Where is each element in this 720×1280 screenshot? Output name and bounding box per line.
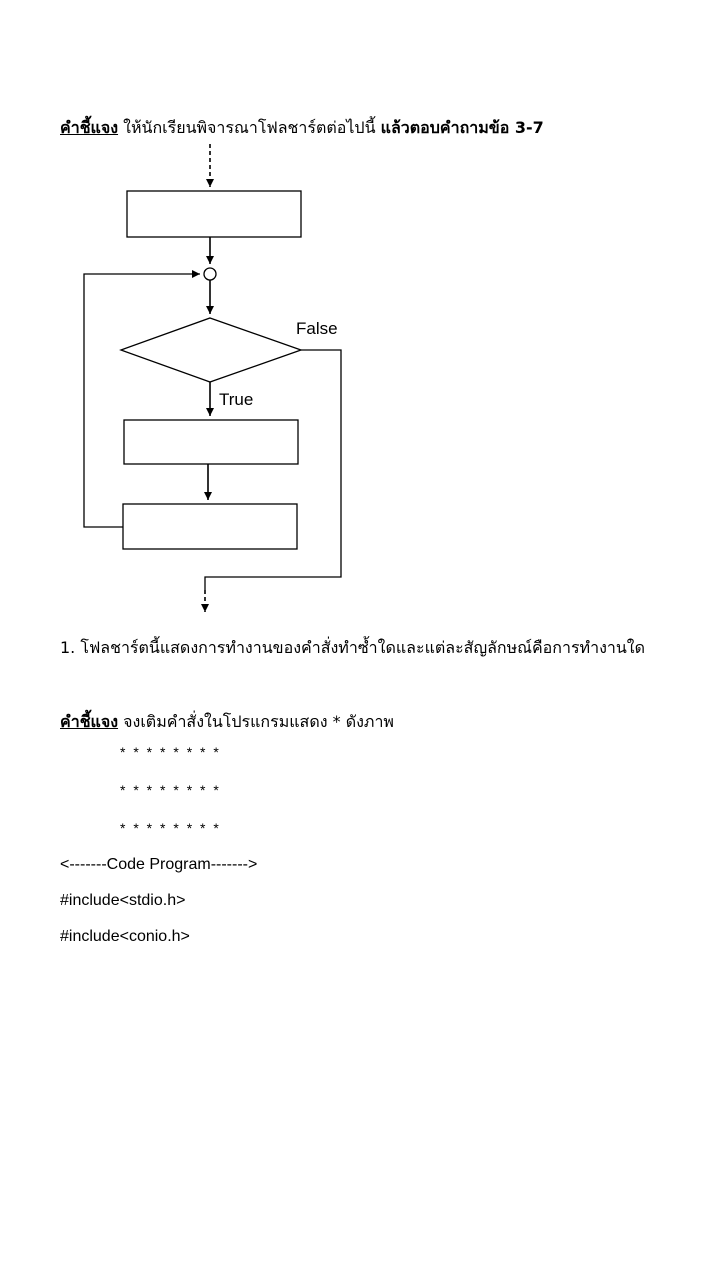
star-row: * * * * * * * *	[120, 744, 221, 760]
instruction-2-label: คำชี้แจง	[60, 712, 119, 731]
loop-back-line	[84, 274, 200, 527]
false-label: False	[296, 319, 338, 338]
true-label: True	[219, 390, 254, 409]
instruction-1-text: ให้นักเรียนพิจารณาโฟลชาร์ตต่อไปนี้	[123, 118, 376, 137]
decision-diamond	[121, 318, 301, 382]
process-box-1	[127, 191, 301, 237]
false-branch-line	[205, 350, 341, 590]
connector-circle	[204, 268, 216, 280]
process-box-3	[123, 504, 297, 549]
star-row: * * * * * * * *	[120, 820, 221, 836]
code-line: #include<conio.h>	[60, 928, 190, 945]
loop-flowchart	[0, 0, 720, 630]
question-1: 1. โฟลชาร์ตนี้แสดงการทำงานของคำสั่งทำซ้ำใดและแต่ละสัญลักษณ์คือการทำงานใด	[60, 638, 645, 657]
instruction-2-text: จงเติมคำสั่งในโปรแกรมแสดง * ดังภาพ	[123, 712, 394, 731]
code-line: #include<stdio.h>	[60, 892, 186, 909]
instruction-1-label: คำชี้แจง	[60, 118, 119, 137]
instruction-1-bold-text: แล้วตอบคำถามข้อ 3-7	[380, 118, 544, 137]
code-program-header: <-------Code Program------->	[60, 856, 258, 873]
instruction-2	[60, 710, 394, 735]
process-box-2	[124, 420, 298, 464]
star-row: * * * * * * * *	[120, 782, 221, 798]
